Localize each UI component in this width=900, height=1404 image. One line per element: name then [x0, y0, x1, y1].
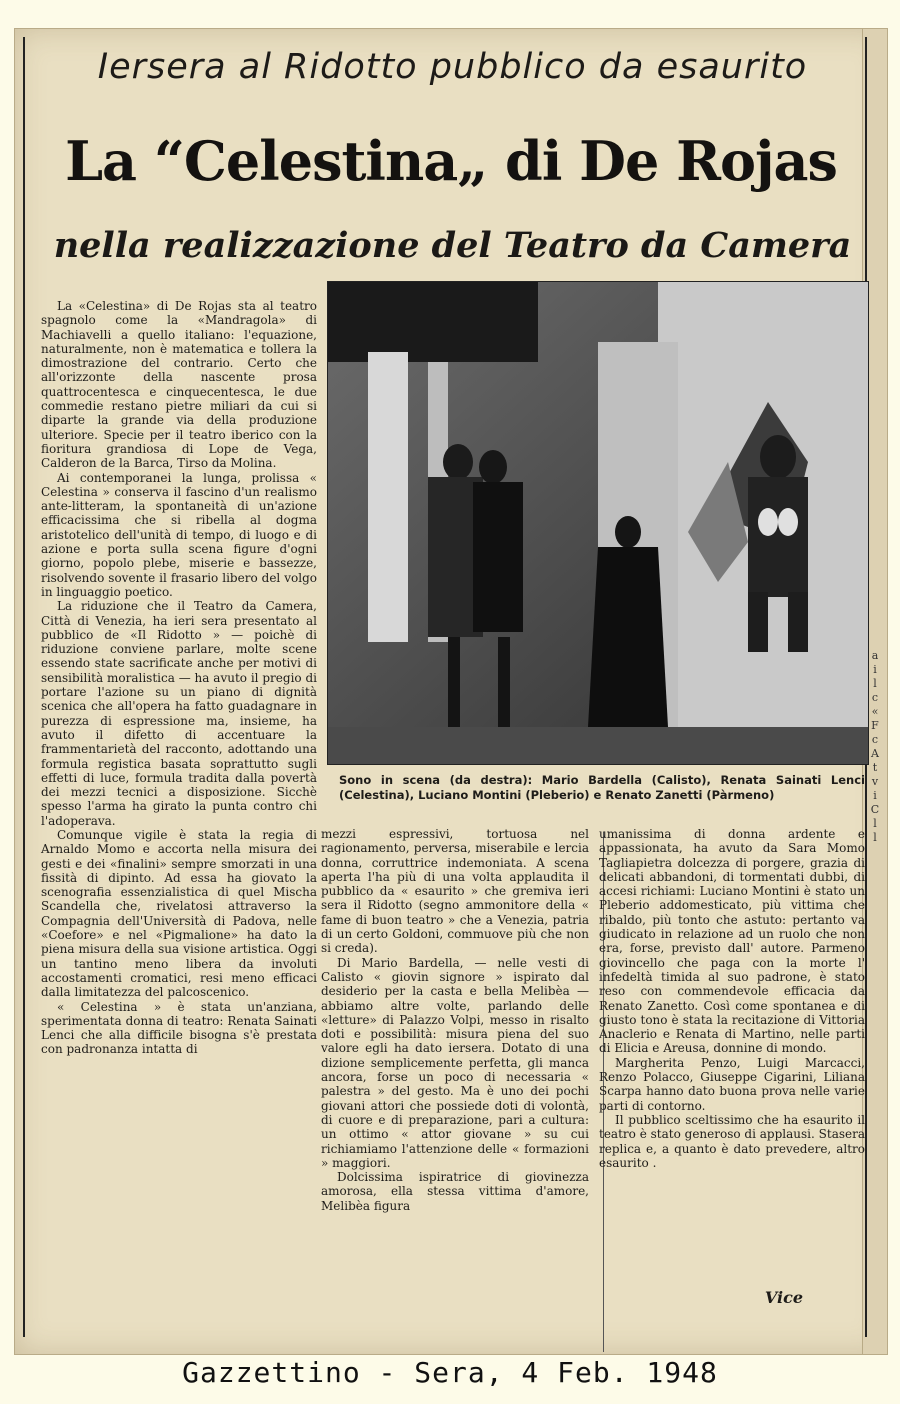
paragraph: Margherita Penzo, Luigi Marcacci, Renzo Polacco, Giuseppe Cigarini, Liliana Scarpa hanno dato buona prova nelle varie parti di contorno.	[599, 1055, 865, 1113]
stage-scene-image	[328, 282, 868, 764]
photo-caption: Sono in scena (da destra): Mario Bardella (Calisto), Renata Sainati Lenci (Celestina), Luciano Montini (Pleberio) e Renato Zanetti (Pàrmeno)	[339, 773, 865, 802]
paragraph: La «Celestina» di De Rojas sta al teatro spagnolo come la «Mandragola» di Machiavelli a quello italiano: l'equazione, naturalmente, non è matematica e tollera la dimostrazione del contrario. Certo che all'orizzonte della nascente prosa quattrocentesca e cinquecentesca, le due commedie restano pietre miliari da cui si diparte la grande via della produzione ulteriore. Specie per il teatro iberico con la fioritura grandiosa di Lope de Vega, Calderon de la Barca, Tirso da Molina.	[41, 299, 317, 471]
paragraph: mezzi espressivi, tortuosa nel ragionamento, perversa, miserabile e lercia donna, corruttrice indemoniata. A scena aperta l'ha più di una volta applaudita il pubblico da « esaurito » che gremiva ieri sera il Ridotto (segno ammonitore della « fame di buon teatro » che a Venezia, patria di un certo Goldoni, commuove più che non si creda).	[321, 827, 589, 956]
edge-letter: v	[871, 775, 879, 788]
edge-letter: C	[870, 803, 880, 816]
text-column-2	[321, 827, 589, 1355]
paragraph: Ai contemporanei la lunga, prolissa « Celestina » conserva il fascino d'un realismo ante-litteram, la spontaneità di un'azione efficacissima che si ribella al dogma aristotelico dell'unità di tempo, di luogo e di azione e porta sulla scena figure d'ogni giorno, popolo plebe, miserie e bassezze, risolvendo sovente il frasario libero del volgo in linguaggio poetico.	[41, 470, 317, 599]
edge-letter: «	[871, 705, 879, 718]
paragraph: Comunque vigile è stata la regia di Arnaldo Momo e accorta nella misura dei gesti e dei «finalini» sempre smorzati in una fissità di dipinto. Ad essa ha giovato la scenografia essenzialistica di quel Mischa Scandella che, rivelatosi attraverso la Compagnia dell'Università di Padova, nelle «Coefore» e nel «Pigmalione» ha dato la piena misura della sua visione artistica. Oggi un tantino meno libera da involuti accostamenti cromatici, resi meno efficaci dalla limitatezza del palcoscenico.	[41, 827, 317, 1000]
text-column-1	[41, 299, 317, 1355]
edge-letter: i	[873, 663, 877, 676]
paragraph: « Celestina » è stata un'anziana, sperimentata donna di teatro: Renata Sainati Lenci che alla difficile bisogna s'è prestata con padronanza intatta di	[41, 999, 317, 1057]
edge-letter: c	[871, 691, 879, 704]
edge-letter: l	[873, 677, 877, 690]
article-kicker: Iersera al Ridotto pubblico da esaurito	[97, 47, 808, 87]
edge-letter: c	[871, 733, 879, 746]
edge-letter: A	[871, 747, 879, 760]
article-frame	[23, 37, 867, 1337]
paragraph: Di Mario Bardella, — nelle vesti di Calisto « giovin signore » ispirato dal desiderio per la casta e bella Melibèa — abbiamo altre volte, parlando delle «letture» di Palazzo Volpi, messo in risalto doti e possibilità: misura piena del suo valore egli ha dato iersera. Dotato di una dizione semplicemente perfetta, gli manca ancora, forse un poco di necessaria « palestra » del gesto. Ma è uno dei pochi giovani attori che possiede doti di volontà, di cuore e di preparazione, pari a cultura: un ottimo « attor giovane » su cui richiamiamo l'attenzione delle « formazioni » maggiori.	[321, 955, 589, 1170]
stage-photograph	[327, 281, 869, 765]
edge-letter: a	[871, 649, 879, 662]
author-signature: Vice	[764, 1288, 803, 1307]
article-subheadline: nella realizzazione del Teatro da Camera	[53, 225, 852, 266]
text-column-3	[599, 827, 865, 1355]
edge-letter: t	[872, 761, 878, 774]
paragraph: Dolcissima ispiratrice di giovinezza amorosa, ella stessa vittima d'amore, Melibèa figura	[321, 1170, 589, 1213]
paragraph: umanissima di donna ardente e appassionata, ha avuto da Sara Momo Tagliapietra dolcezza di porgere, grazia di delicati abbandoni, di tormentati dubbi, di accesi richiami: Luciano Montini è stato un Pleberio addomesticato, più vittima che ribaldo, più tonto che astuto: pertanto va giudicato in relazione ad un ruolo che non era, forse, previsto dall' autore. Parmeno giovincello che paga con la morte l' infedeltà timida al suo padrone, è stato reso con commendevole efficacia da Renato Zanetto. Così come spontanea e di giusto tono è stata la recitazione di Vittoria Anaclerio e Renata di Martino, nelle parti di Elicia e Areusa, donnine di mondo.	[599, 827, 865, 1056]
newspaper-clipping	[14, 28, 888, 1355]
edge-letter: i	[873, 789, 877, 802]
paragraph: La riduzione che il Teatro da Camera, Città di Venezia, ha ieri sera presentato al pubblico de «Il Ridotto » — poichè di riduzione conviene parlare, molte scene essendo state sacrificate anche per motivi di sensibilità moralistica — ha avuto il pregio di portare l'azione su un piano di dignità scenica che all'opera ha fatto guadagnare in purezza di espressione ma, insieme, ha avuto il difetto di accentuare la frammentarietà del racconto, adottando una formula registica basata soprattutto sugli effetti di luce, formula tradita dalla povertà dei mezzi tecnici a disposizione. Sicchè spesso l'arma ha girato la punta contro chi l'adoperava.	[41, 599, 317, 828]
edge-letter: l	[873, 831, 877, 844]
edge-letter: l	[873, 817, 877, 830]
paragraph: Il pubblico sceltissimo che ha esaurito il teatro è stato generoso di applausi. Stasera replica e, a quanto è dato prevedere, altro esaurito .	[599, 1112, 865, 1170]
article-headline: La “Celestina„ di De Rojas	[65, 129, 837, 193]
source-caption: Gazzettino - Sera, 4 Feb. 1948	[182, 1356, 718, 1389]
edge-letter: F	[871, 719, 879, 732]
